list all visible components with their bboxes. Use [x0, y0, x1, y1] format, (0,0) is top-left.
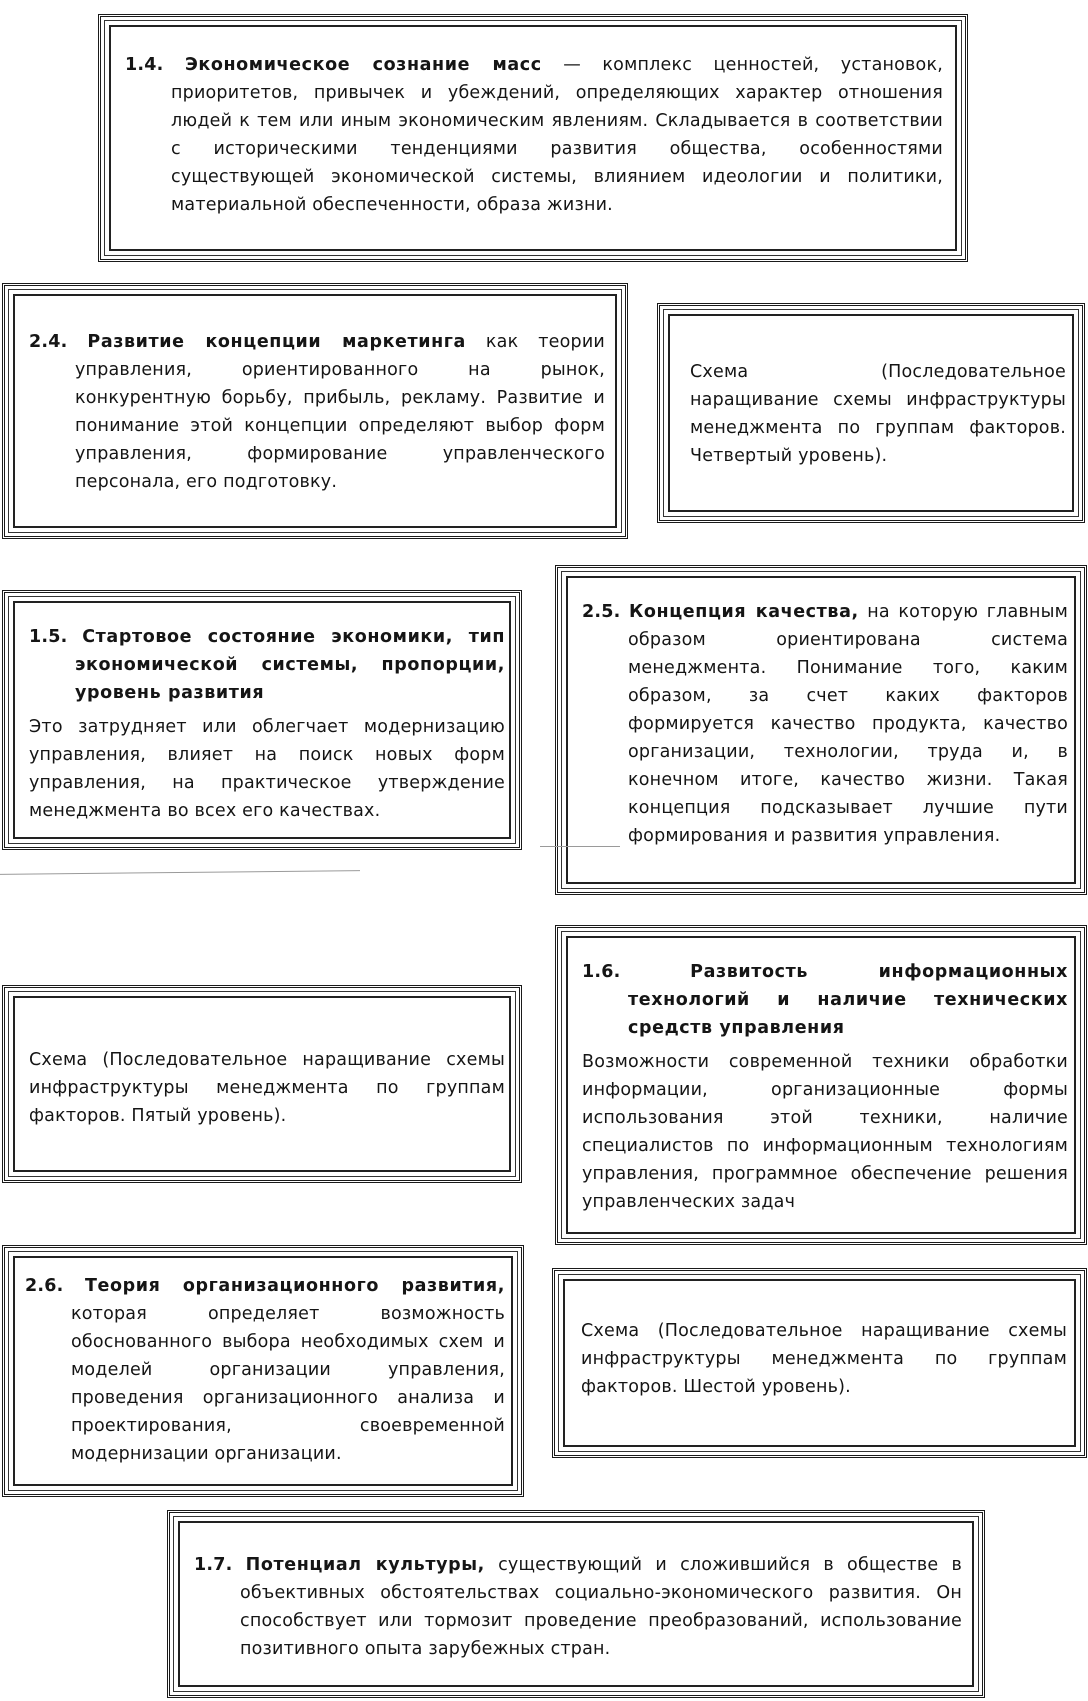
block-1-4-number: 1.4.	[125, 55, 164, 75]
scheme-level-6	[552, 1268, 1087, 1458]
block-1-7-number: 1.7.	[194, 1555, 233, 1575]
scheme-level-4-body: Схема (Последовательное наращивание схемы инфраструктуры менеджмента по группам факторов. Четвертый уровень).	[690, 362, 1066, 466]
block-2-5-text	[582, 598, 1068, 850]
block-2-4-title: Развитие концепции маркетинга	[87, 332, 466, 352]
block-2-6-title: Теория организационного развития,	[85, 1276, 505, 1296]
block-1-6-text	[582, 958, 1068, 1216]
block-1-4-text	[125, 51, 943, 219]
block-1-7-body: существующий и сложившийся в обществе в объективных обстоятельствах социально-экономического развития. Он способствует или тормозит проведение преобразований, использование позитивного опыта зарубежных стран.	[240, 1555, 962, 1659]
block-2-5-title: Концепция качества,	[629, 602, 859, 622]
block-1-5-number: 1.5.	[29, 627, 68, 647]
block-2-5-number: 2.5.	[582, 602, 621, 622]
block-2-4-number: 2.4.	[29, 332, 68, 352]
block-1-4-body: — комплекс ценностей, установок, приоритетов, привычек и убеждений, определяющих характер отношения людей к тем или иным экономическим явлениям. Складывается в соответствии с историческими тенденциями развития общества, особенностями существующей экономической системы, влиянием идеологии и политики, материальной обеспеченности, образа жизни.	[171, 55, 943, 215]
block-2-4-body: как теории управления, ориентированного на рынок, конкурентную борьбу, прибыль, рекламу. Развитие и понимание этой концепции определяют выбор форм управления, формирование управленческого персонала, его подготовку.	[75, 332, 605, 492]
block-1-6-number: 1.6.	[582, 962, 621, 982]
scheme-level-4-text	[690, 358, 1066, 470]
scheme-level-6-text	[581, 1317, 1067, 1401]
block-1-5-body: Это затрудняет или облегчает модернизацию управления, влияет на поиск новых форм управления, на практическое утверждение менеджмента во всех его качествах.	[29, 717, 505, 821]
block-1-5-text	[29, 623, 505, 825]
block-1-5	[2, 590, 522, 850]
scheme-level-4	[657, 303, 1085, 523]
block-2-6-number: 2.6.	[25, 1276, 64, 1296]
block-1-6-body: Возможности современной техники обработки информации, организационные формы использования этой техники, наличие специалистов по информационным технологиям управления, программное обеспечение решения управленческих задач	[582, 1052, 1068, 1212]
block-2-5-body: на которую главным образом ориентирована система менеджмента. Понимание того, каким образом, за счет каких факторов формируется качество продукта, качество организации, технологии, труда и, в конечном итоге, качество жизни. Такая концепция подсказывает лучшие пути формирования и развития управления.	[628, 602, 1069, 846]
scheme-level-5	[2, 985, 522, 1183]
block-1-7-title: Потенциал культуры,	[245, 1555, 485, 1575]
scheme-level-6-body: Схема (Последовательное наращивание схемы инфраструктуры менеджмента по группам факторов. Шестой уровень).	[581, 1321, 1067, 1397]
block-2-4	[2, 283, 628, 539]
block-1-7	[167, 1510, 985, 1698]
scheme-level-5-body: Схема (Последовательное наращивание схемы инфраструктуры менеджмента по группам факторов. Пятый уровень).	[29, 1050, 505, 1126]
block-1-4-title: Экономическое сознание масс	[184, 55, 542, 75]
block-2-6-body: которая определяет возможность обоснованного выбора необходимых схем и моделей организации управления, проведения организационного анализа и проектирования, своевременной модернизации организации.	[71, 1304, 505, 1464]
block-1-6-title: Развитость информационных технологий и наличие технических средств управления	[628, 962, 1068, 1038]
block-1-7-text	[194, 1551, 962, 1663]
scan-line-artifact	[0, 870, 360, 875]
block-1-4	[98, 14, 968, 262]
block-1-5-title: Стартовое состояние экономики, тип экономической системы, пропорции, уровень развития	[75, 627, 506, 703]
block-2-5	[555, 565, 1087, 895]
block-2-4-text	[29, 328, 605, 496]
scheme-level-5-text	[29, 1046, 505, 1130]
block-2-6	[2, 1245, 524, 1497]
scan-line-artifact	[540, 846, 620, 847]
block-2-6-text	[25, 1272, 505, 1468]
block-1-6	[555, 925, 1087, 1245]
